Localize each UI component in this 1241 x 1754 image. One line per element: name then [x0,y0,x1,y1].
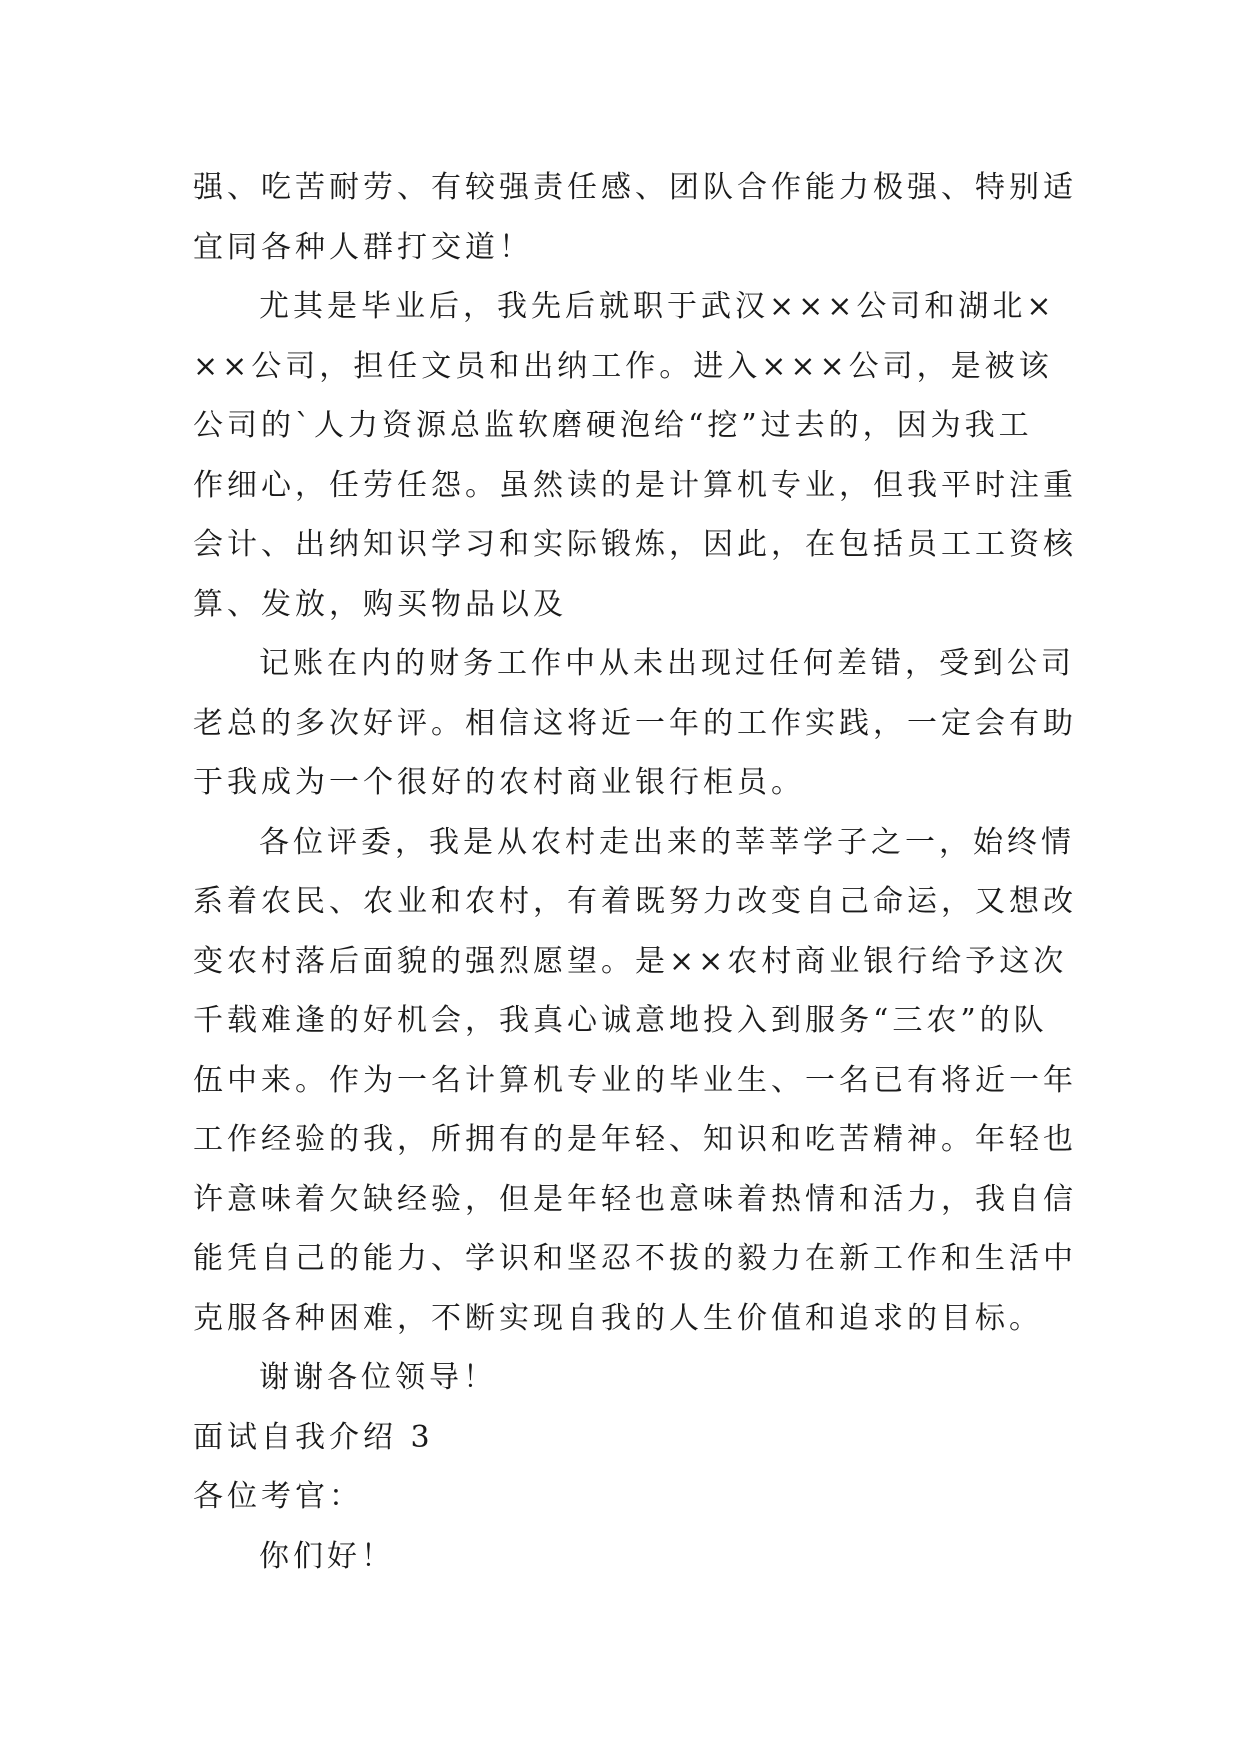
text-line: 公司的`人力资源总监软磨硬泡给“挖”过去的，因为我工 [193,408,1033,443]
text-line: 谢谢各位领导！ [259,1360,497,1395]
text-line: 各位评委，我是从农村走出来的莘莘学子之一，始终情 [259,824,1075,860]
text-line: ××公司，担任文员和出纳工作。进入×××公司，是被该 [193,348,1053,384]
text-line: 会计、出纳知识学习和实际锻炼，因此，在包括员工工资核 [193,527,1077,562]
text-line: 算、发放，购买物品以及 [193,586,567,622]
text-line: 千载难逢的好机会，我真心诚意地投入到服务“三农”的队 [193,1003,1048,1038]
text-line: 老总的多次好评。相信这将近一年的工作实践，一定会有助 [193,705,1077,741]
text-line: 克服各种困难，不断实现自我的人生价值和追求的目标。 [193,1300,1043,1336]
text-line: 记账在内的财务工作中从未出现过任何差错，受到公司 [259,646,1075,681]
text-line: 变农村落后面貌的强烈愿望。是××农村商业银行给予这次 [193,943,1068,979]
text-line: 尤其是毕业后，我先后就职于武汉×××公司和湖北× [259,289,1056,324]
text-line: 面试自我介绍 3 [193,1419,434,1455]
text-line: 各位考官： [193,1479,363,1514]
text-line: 伍中来。作为一名计算机专业的毕业生、一名已有将近一年 [193,1062,1077,1098]
text-line: 许意味着欠缺经验，但是年轻也意味着热情和活力，我自信 [193,1181,1077,1217]
text-line: 作细心，任劳任怨。虽然读的是计算机专业，但我平时注重 [193,467,1077,503]
text-line: 于我成为一个很好的农村商业银行柜员。 [193,765,805,800]
document-body [193,158,1077,1586]
text-line: 系着农民、农业和农村，有着既努力改变自己命运，又想改 [193,884,1077,919]
text-line: 宜同各种人群打交道！ [193,229,533,265]
text-line: 强、吃苦耐劳、有较强责任感、团队合作能力极强、特别适 [193,170,1077,205]
text-line: 能凭自己的能力、学识和坚忍不拔的毅力在新工作和生活中 [193,1241,1077,1276]
text-line: 工作经验的我，所拥有的是年轻、知识和吃苦精神。年轻也 [193,1122,1077,1157]
text-line: 你们好！ [259,1538,395,1574]
